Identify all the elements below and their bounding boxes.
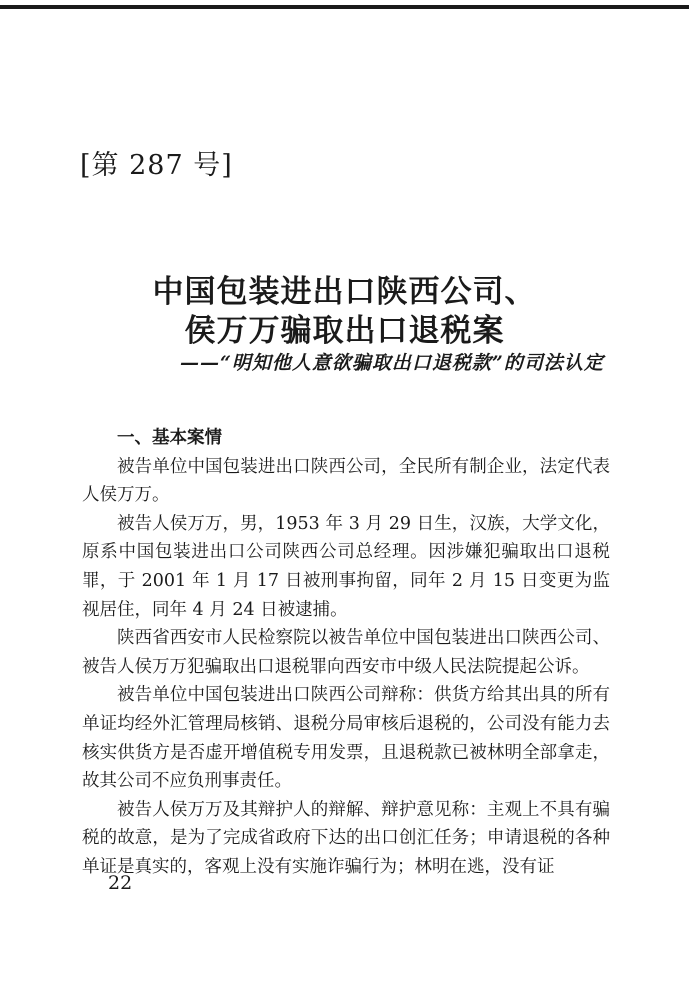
paragraph-defendant-person: 被告人侯万万，男，1953 年 3 月 29 日生，汉族，大学文化，原系中国包装进出口公司陕西公司总经理。因涉嫌犯骗取出口退税罪，于 2001 年 1 月 17 日被刑事拘留，同年 2 月 15 日变更为监视居住，同年 4 月 24 日被逮捕。 <box>82 513 610 620</box>
case-title <box>0 273 689 351</box>
case-subtitle: ——“明知他人意欲骗取出口退税款”的司法认定 <box>180 352 604 374</box>
body-text <box>82 424 610 882</box>
paragraph-prosecution: 陕西省西安市人民检察院以被告单位中国包装进出口陕西公司、被告人侯万万犯骗取出口退税罪向西安市中级人民法院提起公诉。 <box>82 628 610 677</box>
page-number: 22 <box>108 872 133 894</box>
paragraph-unit-defense: 被告单位中国包装进出口陕西公司辩称：供货方给其出具的所有单证均经外汇管理局核销、退税分局审核后退税的，公司没有能力去核实供货方是否虚开增值税专用发票，且退税款已被林明全部拿走，故其公司不应负刑事责任。 <box>82 685 610 792</box>
title-line-1: 中国包装进出口陕西公司、 <box>152 274 537 310</box>
section-heading: 一、基本案情 <box>117 428 222 448</box>
top-rule <box>0 5 689 9</box>
title-line-2: 侯万万骗取出口退税案 <box>184 313 505 349</box>
case-number: [第 287 号] <box>80 150 233 181</box>
paragraph-defendant-unit: 被告单位中国包装进出口陕西公司，全民所有制企业，法定代表人侯万万。 <box>82 456 610 506</box>
paragraph-person-defense: 被告人侯万万及其辩护人的辩解、辩护意见称：主观上不具有骗税的故意，是为了完成省政府下达的出口创汇任务；申请退税的各种单证是真实的，客观上没有实施诈骗行为；林明在逃，没有证 <box>82 799 610 877</box>
